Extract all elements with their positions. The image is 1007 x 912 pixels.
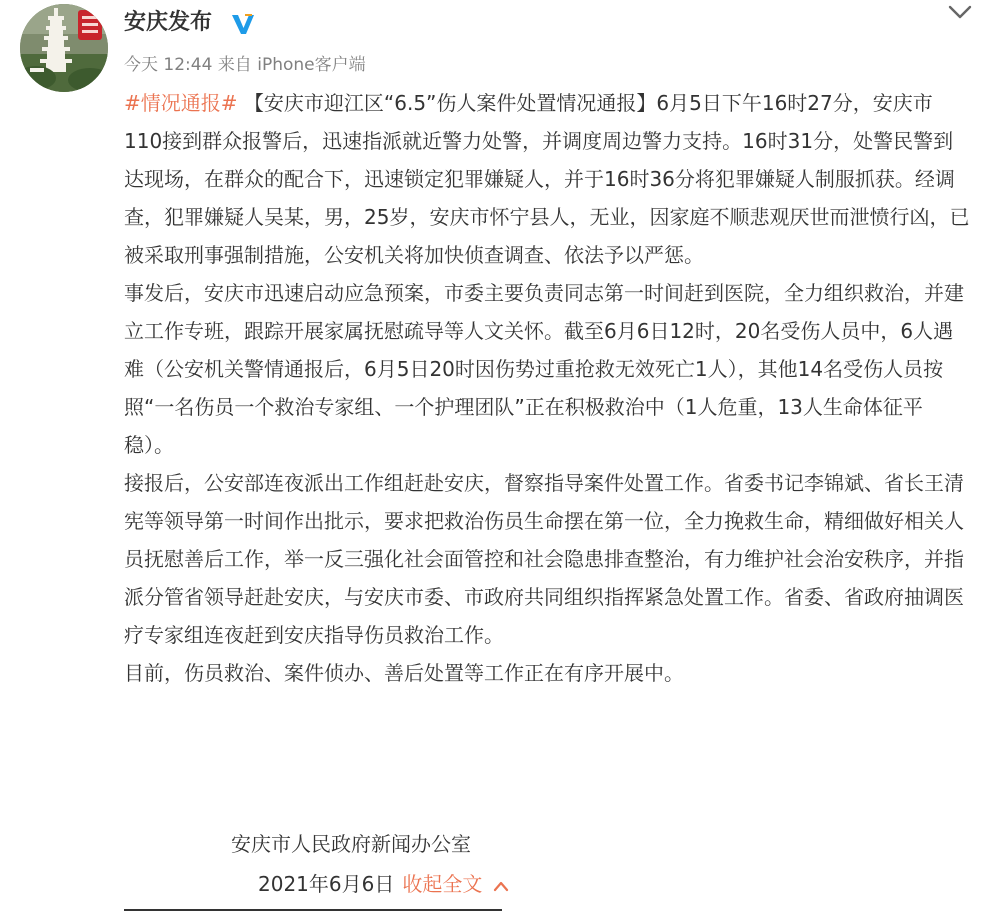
post-meta xyxy=(124,52,366,78)
paragraph: 事发后，安庆市迅速启动应急预案，市委主要负责同志第一时间赶到医院，全力组织救治，并建立工作专班，跟踪开展家属抚慰疏导等人文关怀。截至6月6日12时，20名受伤人员中，6人遇难（公安机关警情通报后，6月5日20时因伤势过重抢救无效死亡1人），其他14名受伤人员按照“一名伤员一个救治专家组、一个护理团队”正在积极救治中（1人危重，13人生命体征平稳）。 xyxy=(124,281,964,457)
paragraph xyxy=(124,84,970,274)
collapse-label: 收起全文 xyxy=(402,872,483,896)
chevron-down-icon[interactable] xyxy=(947,2,973,22)
chevron-up-icon xyxy=(492,880,510,892)
paragraph-text: 【安庆市迎江区“6.5”伤人案件处置情况通报】6月5日下午16时27分，安庆市110接到群众报警后，迅速指派就近警力处警，并调度周边警力支持。16时31分，处警民警到达现场，在群众的配合下，迅速锁定犯罪嫌疑人，并于16时36分将犯罪嫌疑人制服抓获。经调查，犯罪嫌疑人吴某，男，25岁，安庆市怀宁县人，无业，因家庭不顺悲观厌世而泄愤行凶，已被采取刑事强制措施，公安机关将加快侦查调查、依法予以严惩。 xyxy=(124,91,970,267)
post-source: iPhone客户端 xyxy=(257,55,366,75)
source-prefix: 来自 xyxy=(217,55,252,75)
post-body xyxy=(124,84,970,692)
signature: 安庆市人民政府新闻办公室 xyxy=(231,832,471,856)
verified-v-icon xyxy=(230,12,256,36)
author-name[interactable]: 安庆发布 xyxy=(124,10,213,35)
topic-tag-link[interactable]: #情况通报# xyxy=(124,91,238,115)
divider xyxy=(124,909,502,911)
date-line xyxy=(258,865,510,903)
paragraph: 目前，伤员救治、案件侦办、善后处置等工作正在有序开展中。 xyxy=(124,661,684,685)
collapse-full-text-link[interactable] xyxy=(402,872,510,896)
post-time[interactable]: 今天 12:44 xyxy=(124,55,213,75)
paragraph: 接报后，公安部连夜派出工作组赶赴安庆，督察指导案件处置工作。省委书记李锦斌、省长王清宪等领导第一时间作出批示，要求把救治伤员生命摆在第一位，全力挽救生命，精细做好相关人员抚慰善后工作，举一反三强化社会面管控和社会隐患排查整治，有力维护社会治安秩序，并指派分管省领导赶赴安庆，与安庆市委、市政府共同组织指挥紧急处置工作。省委、省政府抽调医疗专家组连夜赶到安庆指导伤员救治工作。 xyxy=(124,471,964,647)
avatar[interactable] xyxy=(20,4,108,92)
pagoda-logo-image xyxy=(20,4,108,92)
post-date: 2021年6月6日 xyxy=(258,872,395,896)
